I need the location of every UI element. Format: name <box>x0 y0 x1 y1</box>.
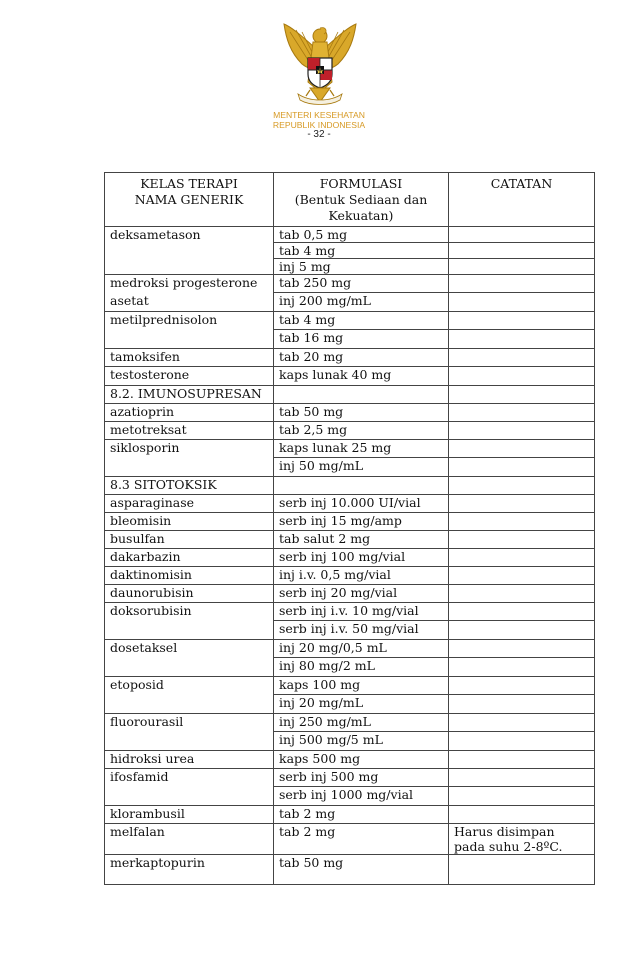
table-row <box>105 440 595 458</box>
country-name: REPUBLIK INDONESIA <box>272 120 366 130</box>
formulation-cell: kaps 500 mg <box>274 751 449 769</box>
formulation-cell: serb inj 20 mg/vial <box>274 585 449 603</box>
table-row <box>105 513 595 531</box>
table-row <box>105 603 595 621</box>
note-cell <box>449 603 595 621</box>
note-cell <box>449 367 595 386</box>
formulation-cell: tab 20 mg <box>274 349 449 367</box>
note-cell <box>449 732 595 751</box>
formulation-cell: inj 20 mg/mL <box>274 695 449 714</box>
header-col2-line3: Kekuatan) <box>328 208 394 223</box>
note-cell <box>449 855 595 885</box>
formulation-cell: inj 250 mg/mL <box>274 714 449 732</box>
note-cell <box>449 695 595 714</box>
drug-name-cell <box>105 732 274 751</box>
note-cell <box>449 404 595 422</box>
formulation-cell: inj 200 mg/mL <box>274 293 449 312</box>
drug-name-cell <box>105 330 274 349</box>
drug-name-cell: busulfan <box>105 531 274 549</box>
drug-name-cell: daunorubisin <box>105 585 274 603</box>
formulation-cell: serb inj 1000 mg/vial <box>274 787 449 806</box>
drug-name-cell: dakarbazin <box>105 549 274 567</box>
drug-name-cell: merkaptopurin <box>105 855 274 885</box>
table-row <box>105 658 595 677</box>
formulation-cell: inj 50 mg/mL <box>274 458 449 477</box>
table-row <box>105 349 595 367</box>
note-cell <box>449 751 595 769</box>
header-col2-line2: (Bentuk Sediaan dan <box>294 192 428 207</box>
drug-name-cell: medroksi progesterone <box>105 275 274 293</box>
table-row <box>105 787 595 806</box>
header-col1-line2: NAMA GENERIK <box>134 192 244 207</box>
drug-name-cell: etoposid <box>105 677 274 695</box>
drug-name-cell <box>105 621 274 640</box>
drug-name-cell: testosterone <box>105 367 274 386</box>
header-col2-line1: FORMULASI <box>319 176 403 191</box>
note-cell <box>449 275 595 293</box>
drug-name-cell: metilprednisolon <box>105 312 274 330</box>
table-row <box>105 422 595 440</box>
table-row <box>105 549 595 567</box>
drug-name-cell: azatioprin <box>105 404 274 422</box>
formulation-cell: tab 4 mg <box>274 312 449 330</box>
table-row <box>105 769 595 787</box>
header-formulasi <box>274 173 449 227</box>
note-cell <box>449 495 595 513</box>
drug-name-cell: doksorubisin <box>105 603 274 621</box>
formulation-cell: tab 2 mg <box>274 824 449 855</box>
note-cell <box>449 243 595 259</box>
note-cell <box>449 787 595 806</box>
table-row <box>105 293 595 312</box>
drug-name-cell: melfalan <box>105 824 274 855</box>
drug-name-cell: ifosfamid <box>105 769 274 787</box>
table-body <box>105 227 595 885</box>
formulation-cell: inj 20 mg/0,5 mL <box>274 640 449 658</box>
note-cell <box>449 477 595 495</box>
drug-name-cell <box>105 658 274 677</box>
note-cell <box>449 714 595 732</box>
formulation-cell: inj i.v. 0,5 mg/vial <box>274 567 449 585</box>
table-row <box>105 567 595 585</box>
drug-name-cell: daktinomisin <box>105 567 274 585</box>
note-cell <box>449 513 595 531</box>
formulation-cell: serb inj 15 mg/amp <box>274 513 449 531</box>
formulation-cell <box>274 386 449 404</box>
table-row <box>105 677 595 695</box>
garuda-emblem-icon <box>280 22 360 108</box>
table-row <box>105 330 595 349</box>
formulation-cell: tab 2,5 mg <box>274 422 449 440</box>
formulation-cell: kaps 100 mg <box>274 677 449 695</box>
table-row <box>105 227 595 243</box>
drug-name-cell: fluorourasil <box>105 714 274 732</box>
table-row <box>105 806 595 824</box>
table-row <box>105 732 595 751</box>
drug-name-cell: tamoksifen <box>105 349 274 367</box>
formulation-cell: serb inj i.v. 10 mg/vial <box>274 603 449 621</box>
note-cell <box>449 567 595 585</box>
table-row <box>105 259 595 275</box>
note-cell <box>449 531 595 549</box>
table-row <box>105 495 595 513</box>
formulation-cell: kaps lunak 25 mg <box>274 440 449 458</box>
table-row <box>105 751 595 769</box>
table-row <box>105 621 595 640</box>
table-row <box>105 386 595 404</box>
note-cell <box>449 585 595 603</box>
drug-name-cell: hidroksi urea <box>105 751 274 769</box>
formulation-cell: serb inj 10.000 UI/vial <box>274 495 449 513</box>
note-cell <box>449 330 595 349</box>
formulation-cell: tab salut 2 mg <box>274 531 449 549</box>
formulation-cell: tab 2 mg <box>274 806 449 824</box>
drug-name-cell: bleomisin <box>105 513 274 531</box>
formulation-cell: tab 250 mg <box>274 275 449 293</box>
table-row <box>105 367 595 386</box>
table-row <box>105 714 595 732</box>
note-cell <box>449 227 595 243</box>
ministry-name: MENTERI KESEHATAN <box>273 110 365 120</box>
note-cell <box>449 677 595 695</box>
table-row <box>105 312 595 330</box>
table-row <box>105 404 595 422</box>
note-cell <box>449 621 595 640</box>
note-cell <box>449 259 595 275</box>
drug-name-cell: asparaginase <box>105 495 274 513</box>
table-row <box>105 477 595 495</box>
header-col1-line1: KELAS TERAPI <box>140 176 238 191</box>
note-cell <box>449 440 595 458</box>
table-row <box>105 585 595 603</box>
drug-name-cell <box>105 787 274 806</box>
formulation-cell: tab 4 mg <box>274 243 449 259</box>
formulation-cell: inj 500 mg/5 mL <box>274 732 449 751</box>
formulation-cell: tab 16 mg <box>274 330 449 349</box>
note-cell <box>449 349 595 367</box>
note-cell <box>449 549 595 567</box>
note-cell <box>449 422 595 440</box>
header-catatan: CATATAN <box>449 173 595 227</box>
note-cell <box>449 806 595 824</box>
note-cell: Harus disimpan pada suhu 2-8ºC. <box>449 824 595 855</box>
table-row <box>105 458 595 477</box>
note-cell <box>449 458 595 477</box>
table-row <box>105 243 595 259</box>
formulation-cell <box>274 477 449 495</box>
note-cell <box>449 640 595 658</box>
table-header-row <box>105 173 595 227</box>
table-row <box>105 531 595 549</box>
note-cell <box>449 386 595 404</box>
drug-name-cell: 8.2. IMUNOSUPRESAN <box>105 386 274 404</box>
formulation-cell: tab 0,5 mg <box>274 227 449 243</box>
table-row <box>105 275 595 293</box>
formulation-cell: kaps lunak 40 mg <box>274 367 449 386</box>
medicine-table <box>104 172 595 885</box>
header-kelas-terapi <box>105 173 274 227</box>
drug-name-cell: siklosporin <box>105 440 274 458</box>
note-cell <box>449 312 595 330</box>
page-number: - 32 - <box>307 129 331 140</box>
formulation-cell: inj 80 mg/2 mL <box>274 658 449 677</box>
note-cell <box>449 769 595 787</box>
formulation-cell: tab 50 mg <box>274 404 449 422</box>
formulation-cell: serb inj i.v. 50 mg/vial <box>274 621 449 640</box>
formulation-cell: inj 5 mg <box>274 259 449 275</box>
drug-name-cell <box>105 695 274 714</box>
drug-name-cell: klorambusil <box>105 806 274 824</box>
formulation-cell: serb inj 100 mg/vial <box>274 549 449 567</box>
note-cell <box>449 658 595 677</box>
table-row <box>105 855 595 885</box>
drug-name-cell: dosetaksel <box>105 640 274 658</box>
drug-name-cell: asetat <box>105 293 274 312</box>
drug-name-cell <box>105 243 274 259</box>
formulation-cell: tab 50 mg <box>274 855 449 885</box>
drug-name-cell: deksametason <box>105 227 274 243</box>
drug-name-cell <box>105 458 274 477</box>
table-row <box>105 640 595 658</box>
drug-name-cell: 8.3 SITOTOKSIK <box>105 477 274 495</box>
formulation-cell: serb inj 500 mg <box>274 769 449 787</box>
note-cell <box>449 293 595 312</box>
drug-name-cell: metotreksat <box>105 422 274 440</box>
table-row <box>105 695 595 714</box>
table-row <box>105 824 595 855</box>
drug-name-cell <box>105 259 274 275</box>
